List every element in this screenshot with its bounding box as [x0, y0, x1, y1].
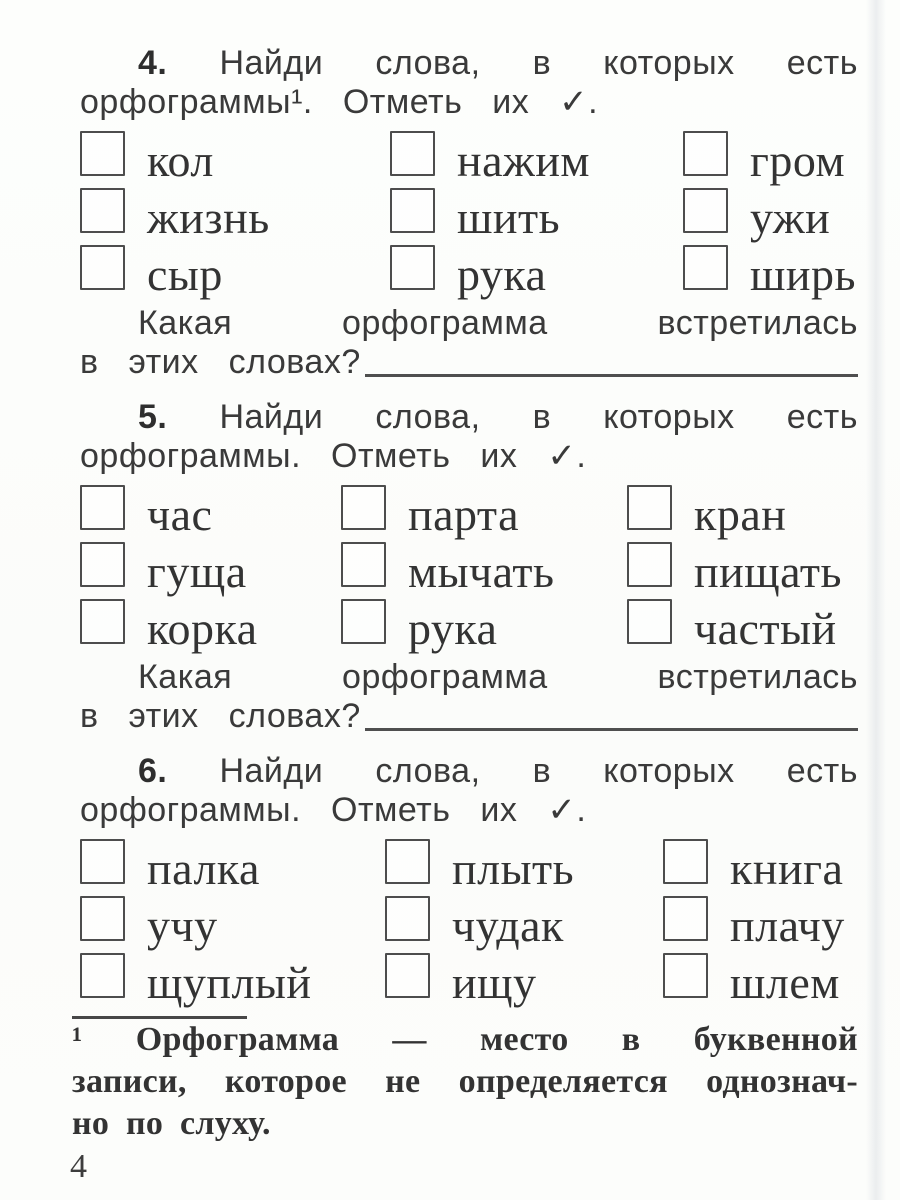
checkbox[interactable]: [390, 131, 435, 176]
word-option[interactable]: [80, 541, 341, 597]
word-option[interactable]: [683, 187, 858, 243]
word-label: ширь: [750, 249, 857, 300]
footnote-line-3: но по слуху.: [72, 1105, 271, 1142]
word-option[interactable]: [385, 838, 663, 894]
checkbox[interactable]: [627, 599, 672, 644]
word-label: мычать: [408, 546, 555, 597]
checkbox[interactable]: [80, 896, 125, 941]
checkbox[interactable]: [80, 131, 125, 176]
word-option[interactable]: [390, 187, 683, 243]
word-label: гром: [750, 135, 846, 186]
answer-blank[interactable]: [365, 374, 858, 377]
exercise-5-word-checklist: [80, 484, 858, 654]
word-label: гуща: [147, 546, 247, 597]
word-label: жизнь: [147, 192, 270, 243]
word-label: сыр: [147, 249, 223, 300]
word-label: парта: [408, 489, 520, 540]
word-option[interactable]: [663, 895, 858, 951]
word-label: кран: [694, 489, 787, 540]
word-label: ищу: [452, 957, 537, 1008]
exercise-6-title-line-1: 6. Найди слова, в которых есть: [138, 752, 858, 790]
word-option[interactable]: [80, 130, 390, 186]
word-option[interactable]: [80, 484, 341, 540]
checkbox[interactable]: [390, 188, 435, 233]
footnote-line-1: ¹ Орфограмма — место в буквенной: [72, 1021, 858, 1058]
word-option[interactable]: [663, 952, 858, 1008]
question-line-1: Какая орфограмма встретилась: [138, 658, 858, 696]
exercise-4: [80, 44, 858, 382]
exercise-5: [80, 398, 858, 736]
checkbox[interactable]: [80, 542, 125, 587]
checkbox[interactable]: [663, 896, 708, 941]
word-label: плыть: [452, 843, 575, 894]
word-option[interactable]: [80, 598, 341, 654]
word-label: книга: [730, 843, 844, 894]
word-label: рука: [408, 603, 498, 654]
word-label: плачу: [730, 900, 845, 951]
word-label: пищать: [694, 546, 842, 597]
word-label: частый: [694, 603, 837, 654]
checkbox[interactable]: [627, 485, 672, 530]
word-option[interactable]: [627, 598, 858, 654]
checkbox[interactable]: [385, 953, 430, 998]
word-label: час: [147, 489, 213, 540]
word-label: палка: [147, 843, 260, 894]
checkbox[interactable]: [385, 896, 430, 941]
word-label: шить: [457, 192, 561, 243]
footnote-line-2: записи, которое не определяется однознач-: [72, 1063, 858, 1100]
scan-shadow-edge: [866, 0, 886, 1200]
word-label: щуплый: [147, 957, 312, 1008]
checkbox[interactable]: [80, 953, 125, 998]
word-option[interactable]: [385, 952, 663, 1008]
word-label: нажим: [457, 135, 591, 186]
checkbox[interactable]: [683, 131, 728, 176]
word-label: чудак: [452, 900, 564, 951]
exercise-4-title-line-1: 4. Найди слова, в которых есть: [138, 44, 858, 82]
footnote: [72, 1016, 858, 1145]
word-label: ужи: [750, 192, 831, 243]
word-label: шлем: [730, 957, 840, 1008]
checkbox[interactable]: [663, 839, 708, 884]
checkbox[interactable]: [341, 485, 386, 530]
checkbox[interactable]: [627, 542, 672, 587]
page-number: 4: [70, 1148, 87, 1185]
word-option[interactable]: [390, 244, 683, 300]
checkbox[interactable]: [80, 599, 125, 644]
checkbox[interactable]: [80, 188, 125, 233]
word-option[interactable]: [80, 187, 390, 243]
word-label: рука: [457, 249, 547, 300]
word-option[interactable]: [80, 952, 385, 1008]
word-option[interactable]: [390, 130, 683, 186]
checkbox[interactable]: [390, 245, 435, 290]
exercise-6-word-checklist: [80, 838, 858, 1008]
checkbox[interactable]: [663, 953, 708, 998]
exercise-4-question: [80, 304, 858, 382]
word-option[interactable]: [627, 541, 858, 597]
word-label: кол: [147, 135, 214, 186]
checkbox[interactable]: [80, 839, 125, 884]
answer-blank[interactable]: [365, 728, 858, 731]
word-option[interactable]: [627, 484, 858, 540]
checkbox[interactable]: [683, 245, 728, 290]
question-line-2: в этих словах?: [80, 697, 361, 735]
exercise-4-title-line-2: орфограммы¹. Отметь их ✓.: [80, 83, 599, 121]
word-label: учу: [147, 900, 218, 951]
checkbox[interactable]: [385, 839, 430, 884]
checkbox[interactable]: [80, 485, 125, 530]
word-option[interactable]: [341, 598, 627, 654]
word-option[interactable]: [80, 244, 390, 300]
question-line-2: в этих словах?: [80, 343, 361, 381]
exercise-5-title-line-1: 5. Найди слова, в которых есть: [138, 398, 858, 436]
word-option[interactable]: [683, 244, 858, 300]
exercise-6: [80, 752, 858, 1008]
word-option[interactable]: [683, 130, 858, 186]
exercise-4-word-checklist: [80, 130, 858, 300]
exercise-5-question: [80, 658, 858, 736]
word-option[interactable]: [663, 838, 858, 894]
word-option[interactable]: [80, 895, 385, 951]
checkbox[interactable]: [341, 599, 386, 644]
question-line-1: Какая орфограмма встретилась: [138, 304, 858, 342]
word-label: корка: [147, 603, 258, 654]
checkbox[interactable]: [341, 542, 386, 587]
word-option[interactable]: [341, 541, 627, 597]
word-option[interactable]: [385, 895, 663, 951]
word-option[interactable]: [341, 484, 627, 540]
checkbox[interactable]: [80, 245, 125, 290]
exercise-6-title-line-2: орфограммы. Отметь их ✓.: [80, 791, 587, 829]
exercise-5-title-line-2: орфограммы. Отметь их ✓.: [80, 437, 587, 475]
checkbox[interactable]: [683, 188, 728, 233]
word-option[interactable]: [80, 838, 385, 894]
